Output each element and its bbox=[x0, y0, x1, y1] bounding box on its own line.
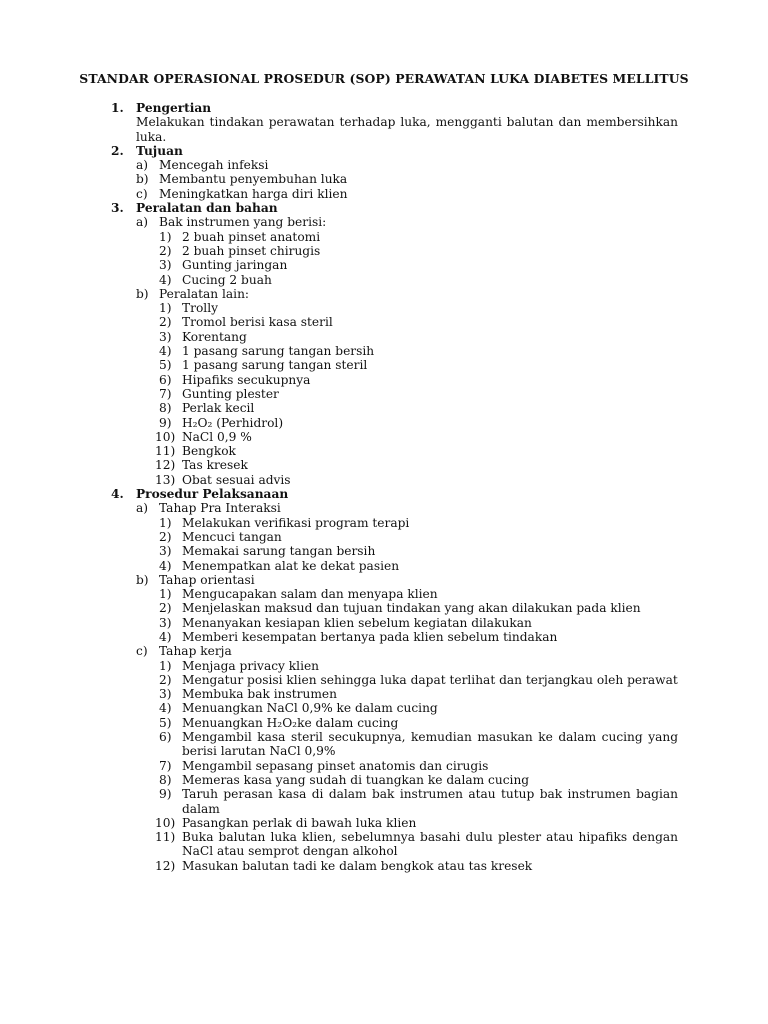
item-label: 3) bbox=[159, 258, 172, 273]
item-label: 12) bbox=[155, 858, 176, 873]
list-item bbox=[155, 472, 678, 487]
item-text: Bak instrumen yang berisi: bbox=[159, 215, 327, 230]
sublist-bak-instrumen bbox=[136, 215, 678, 286]
item-label: c) bbox=[136, 186, 148, 201]
item-label: 4) bbox=[159, 344, 172, 359]
item-label: b) bbox=[136, 286, 149, 301]
item-text: Gunting plester bbox=[182, 386, 279, 401]
item-text: Mencuci tangan bbox=[182, 529, 282, 544]
list-item bbox=[159, 401, 678, 415]
section-heading: Pengertian bbox=[136, 101, 212, 115]
list-item bbox=[159, 687, 678, 701]
item-text: Cucing 2 buah bbox=[182, 272, 272, 287]
section-heading: Tujuan bbox=[136, 143, 183, 158]
item-text: Korentang bbox=[182, 329, 247, 344]
item-label: 8) bbox=[159, 772, 172, 787]
section-tujuan bbox=[94, 144, 678, 201]
list-item bbox=[159, 759, 678, 773]
section-peralatan bbox=[94, 201, 678, 487]
item-text: Menanyakan kesiapan klien sebelum kegiatan dilakukan bbox=[182, 615, 532, 630]
item-text: Hipafiks secukupnya bbox=[182, 372, 311, 387]
item-label: 3) bbox=[159, 687, 172, 702]
list-item bbox=[159, 673, 678, 687]
list-item bbox=[159, 559, 678, 573]
item-text: Trolly bbox=[182, 301, 218, 316]
item-text: Mencegah infeksi bbox=[159, 158, 269, 173]
item-label: 7) bbox=[159, 758, 172, 773]
list-item bbox=[159, 701, 678, 715]
item-label: b) bbox=[136, 572, 149, 587]
item-text: Obat sesuai advis bbox=[182, 472, 291, 487]
item-text: Mengambil sepasang pinset anatomis dan cirugis bbox=[182, 758, 489, 773]
item-text: Mengucapakan salam dan menyapa klien bbox=[182, 587, 438, 602]
list-item bbox=[159, 530, 678, 544]
item-text: Perlak kecil bbox=[182, 401, 255, 416]
item-text: Masukan balutan tadi ke dalam bengkok atau tas kresek bbox=[182, 858, 533, 873]
item-text: Tahap Pra Interaksi bbox=[159, 501, 281, 516]
item-label: 5) bbox=[159, 358, 172, 373]
list-item bbox=[159, 659, 678, 673]
item-text: Bengkok bbox=[182, 444, 236, 459]
list-item bbox=[159, 616, 678, 630]
list-item bbox=[159, 587, 678, 601]
item-label: 1) bbox=[159, 658, 172, 673]
item-label: 6) bbox=[159, 730, 172, 745]
item-label: 1) bbox=[159, 301, 172, 316]
item-text: Membuka bak instrumen bbox=[182, 687, 337, 702]
item-text: Peralatan lain: bbox=[159, 286, 250, 301]
list-item bbox=[159, 387, 678, 401]
list-item bbox=[159, 273, 678, 287]
list-item bbox=[159, 730, 678, 759]
list-item bbox=[155, 429, 678, 444]
item-text: Membantu penyembuhan luka bbox=[159, 172, 348, 187]
item-text: Tahap orientasi bbox=[159, 572, 255, 587]
item-label: 1) bbox=[159, 515, 172, 530]
item-label: 10) bbox=[155, 815, 176, 830]
item-label: 12) bbox=[155, 458, 176, 473]
item-label: 4) bbox=[159, 701, 172, 716]
list-item bbox=[136, 172, 678, 186]
item-text: 2 buah pinset chirugis bbox=[182, 243, 321, 258]
item-text: Buka balutan luka klien, sebelumnya basahi dulu plester atau hipafiks dengan NaCl atau semprot dengan alkohol bbox=[182, 830, 678, 859]
list-item bbox=[159, 373, 678, 387]
section-pengertian bbox=[94, 101, 678, 144]
item-text: Menempatkan alat ke dekat pasien bbox=[182, 558, 400, 573]
list-item bbox=[159, 315, 678, 329]
item-text: Melakukan verifikasi program terapi bbox=[182, 515, 410, 530]
item-text: Gunting jaringan bbox=[182, 258, 288, 273]
item-text: Meningkatkan harga diri klien bbox=[159, 186, 348, 201]
section-prosedur bbox=[94, 487, 678, 873]
list-item bbox=[159, 258, 678, 272]
item-label: 4) bbox=[159, 558, 172, 573]
document-title: STANDAR OPERASIONAL PROSEDUR (SOP) PERAWATAN LUKA DIABETES MELLITUS bbox=[79, 71, 689, 86]
item-label: 2) bbox=[159, 315, 172, 330]
list-item bbox=[159, 787, 678, 816]
list-item bbox=[155, 830, 678, 859]
sublist-peralatan-lain bbox=[136, 287, 678, 487]
item-label: 3) bbox=[159, 615, 172, 630]
list-item bbox=[159, 630, 678, 644]
item-label: 7) bbox=[159, 386, 172, 401]
sop-content bbox=[94, 101, 678, 873]
item-text: Tahap kerja bbox=[159, 644, 232, 659]
item-label: a) bbox=[136, 158, 149, 173]
list-item bbox=[159, 516, 678, 530]
item-label: 8) bbox=[159, 401, 172, 416]
list-item bbox=[159, 773, 678, 787]
section-number: 2. bbox=[111, 143, 124, 158]
item-text: Tromol berisi kasa steril bbox=[182, 315, 333, 330]
item-label: 2) bbox=[159, 672, 172, 687]
list-item bbox=[136, 158, 678, 172]
item-text: Pasangkan perlak di bawah luka klien bbox=[182, 815, 417, 830]
sublist-pra-interaksi bbox=[136, 501, 678, 572]
item-text: 1 pasang sarung tangan steril bbox=[182, 358, 368, 373]
list-item bbox=[159, 601, 678, 615]
item-label: 3) bbox=[159, 544, 172, 559]
section-heading: Peralatan dan bahan bbox=[136, 201, 278, 216]
item-text: NaCl 0,9 % bbox=[182, 429, 252, 444]
item-label: 13) bbox=[155, 472, 176, 487]
list-item bbox=[159, 344, 678, 358]
item-text: 1 pasang sarung tangan bersih bbox=[182, 344, 375, 359]
item-label: 10) bbox=[155, 429, 176, 444]
section-heading: Prosedur Pelaksanaan bbox=[136, 487, 289, 502]
item-label: 9) bbox=[159, 415, 172, 430]
item-label: 11) bbox=[155, 444, 176, 459]
item-text: Menjelaskan maksud dan tujuan tindakan yang akan dilakukan pada klien bbox=[182, 601, 641, 616]
item-text: 2 buah pinset anatomi bbox=[182, 229, 321, 244]
item-label: 5) bbox=[159, 715, 172, 730]
item-text: Memberi kesempatan bertanya pada klien sebelum tindakan bbox=[182, 629, 558, 644]
section-number: 1. bbox=[111, 101, 124, 115]
item-label: a) bbox=[136, 501, 149, 516]
list-item bbox=[155, 815, 678, 830]
item-label: 11) bbox=[155, 830, 176, 845]
item-label: b) bbox=[136, 172, 149, 187]
item-text: Tas kresek bbox=[182, 458, 248, 473]
list-item bbox=[159, 358, 678, 372]
list-item bbox=[159, 416, 678, 430]
item-label: 1) bbox=[159, 229, 172, 244]
item-label: 2) bbox=[159, 243, 172, 258]
item-label: 2) bbox=[159, 601, 172, 616]
item-text: Menjaga privacy klien bbox=[182, 658, 320, 673]
section-number: 4. bbox=[111, 487, 124, 502]
item-label: 6) bbox=[159, 372, 172, 387]
item-text: Menuangkan H₂O₂ke dalam cucing bbox=[182, 715, 399, 730]
list-item bbox=[136, 187, 678, 201]
item-text: Menuangkan NaCl 0,9% ke dalam cucing bbox=[182, 701, 438, 716]
list-item bbox=[155, 444, 678, 459]
list-item bbox=[155, 858, 678, 873]
item-label: a) bbox=[136, 215, 149, 230]
sublist-orientasi bbox=[136, 573, 678, 644]
item-label: c) bbox=[136, 644, 148, 659]
item-label: 2) bbox=[159, 529, 172, 544]
item-text: Mengambil kasa steril secukupnya, kemudian masukan ke dalam cucing yang berisi larutan NaCl 0,9% bbox=[182, 730, 678, 759]
item-text: H₂O₂ (Perhidrol) bbox=[182, 415, 284, 430]
item-label: 9) bbox=[159, 787, 172, 802]
item-text: Taruh perasan kasa di dalam bak instrumen atau tutup bak instrumen bagian dalam bbox=[182, 787, 678, 816]
item-label: 4) bbox=[159, 629, 172, 644]
item-text: Memakai sarung tangan bersih bbox=[182, 544, 376, 559]
section-number: 3. bbox=[111, 201, 124, 216]
list-item bbox=[159, 544, 678, 558]
list-item bbox=[155, 458, 678, 473]
pengertian-text: Melakukan tindakan perawatan terhadap luka, mengganti balutan dan membersihkan luka. bbox=[136, 115, 678, 144]
sublist-tahap-kerja bbox=[136, 644, 678, 873]
list-item bbox=[159, 716, 678, 730]
list-item bbox=[159, 244, 678, 258]
item-label: 1) bbox=[159, 587, 172, 602]
list-item bbox=[159, 301, 678, 315]
item-text: Mengatur posisi klien sehingga luka dapat terlihat dan terjangkau oleh perawat bbox=[182, 672, 678, 687]
list-item bbox=[159, 230, 678, 244]
item-label: 4) bbox=[159, 272, 172, 287]
list-item bbox=[159, 330, 678, 344]
item-text: Memeras kasa yang sudah di tuangkan ke dalam cucing bbox=[182, 772, 530, 787]
item-label: 3) bbox=[159, 329, 172, 344]
